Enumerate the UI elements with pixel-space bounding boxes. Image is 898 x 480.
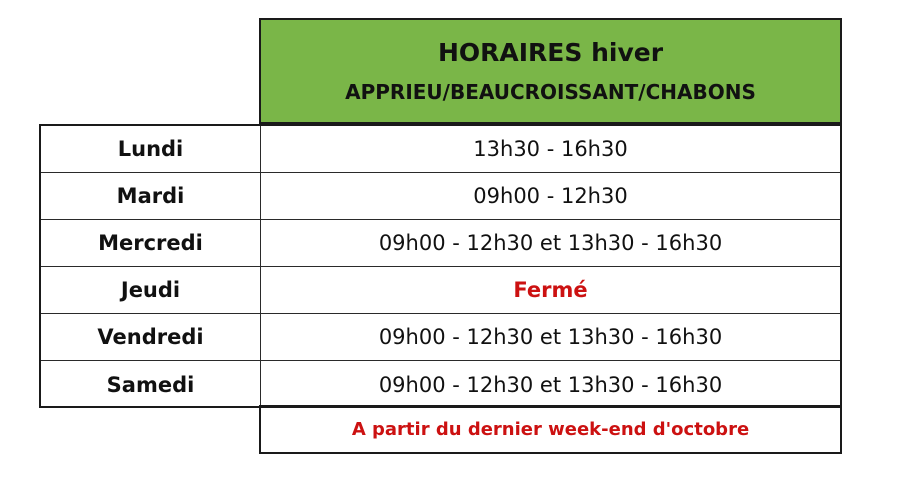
day-label: Mardi [41, 173, 261, 219]
schedule-header [259, 18, 842, 124]
season-note: A partir du dernier week-end d'octobre [259, 405, 842, 454]
hours-value: 13h30 - 16h30 [473, 137, 628, 161]
schedule-table [39, 124, 842, 408]
hours-value: 09h00 - 12h30 et 13h30 - 16h30 [378, 231, 723, 255]
table-row [41, 267, 840, 314]
hours-value: 09h00 - 12h30 et 13h30 - 16h30 [378, 372, 723, 397]
header-subtitle: APPRIEU/BEAUCROISSANT/CHABONS [345, 80, 756, 104]
hours-value: 09h00 - 12h30 et 13h30 - 16h30 [378, 325, 723, 349]
closed-status: Fermé [513, 278, 588, 302]
table-row [41, 220, 840, 267]
day-label: Samedi [41, 361, 261, 408]
day-label: Lundi [41, 126, 261, 172]
table-row [41, 173, 840, 220]
day-label: Mercredi [41, 220, 261, 266]
hours-value: 09h00 - 12h30 [473, 184, 628, 208]
header-title: HORAIRES hiver [437, 38, 664, 67]
day-label: Vendredi [41, 314, 261, 360]
day-label: Jeudi [41, 267, 261, 313]
table-row [41, 314, 840, 361]
table-row [41, 361, 840, 408]
table-row [41, 126, 840, 173]
